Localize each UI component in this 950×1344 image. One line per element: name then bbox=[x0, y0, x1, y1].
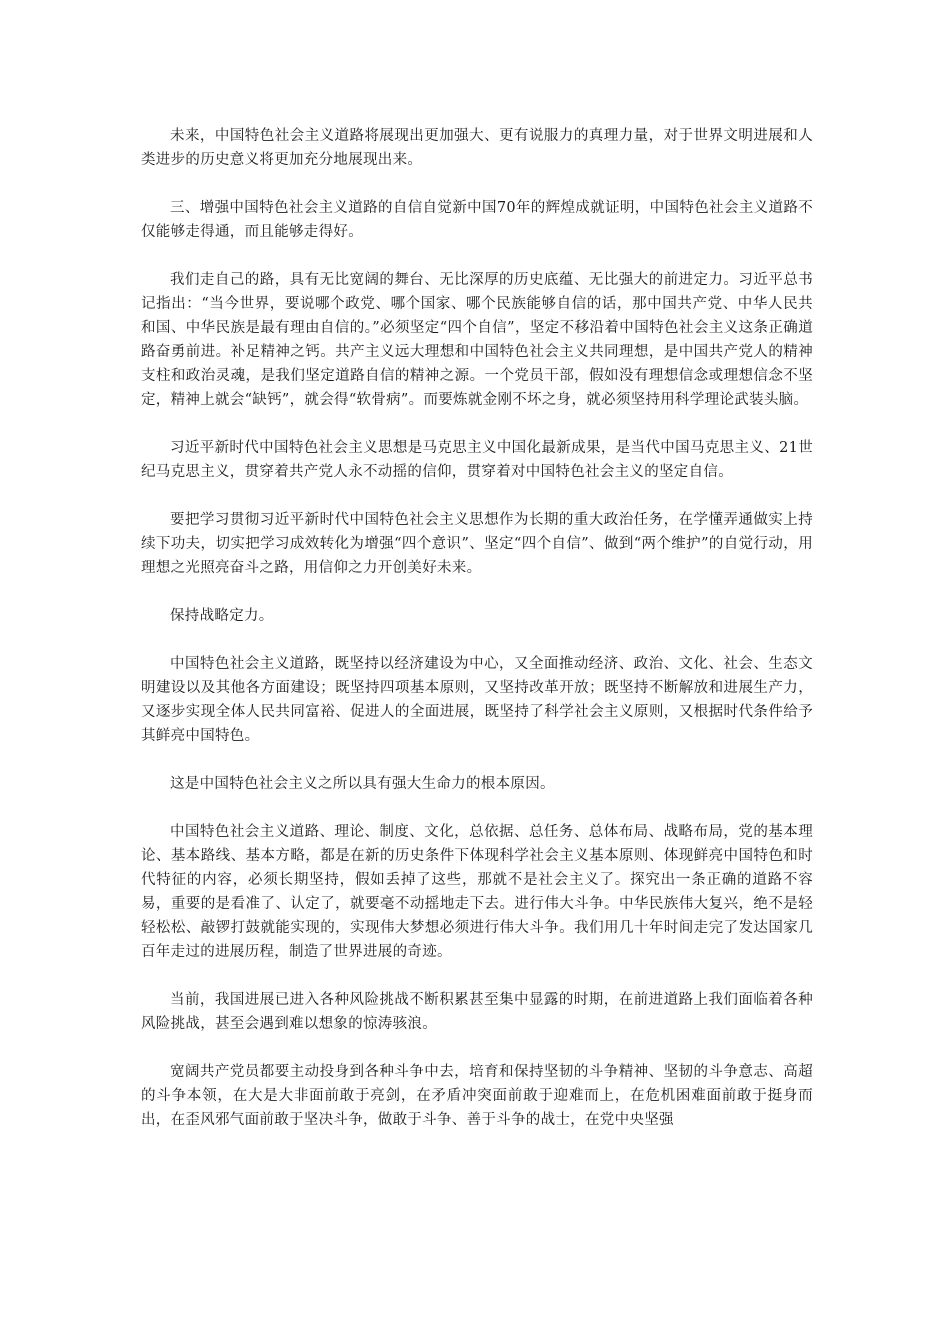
paragraph-11: 宽阔共产党员都要主动投身到各种斗争中去，培育和保持坚韧的斗争精神、坚韧的斗争意志、高超的斗争本领，在大是大非面前敢于亮剑，在矛盾冲突面前敢于迎难而上，在危机困难面前敢于挺身而出，在歪风邪气面前敢于坚决斗争，做敢于斗争、善于斗争的战士，在党中央坚强 bbox=[141, 1064, 813, 1128]
paragraph-5: 要把学习贯彻习近平新时代中国特色社会主义思想作为长期的重大政治任务，在学懂弄通做实上持续下功夫，切实把学习成效转化为增强“四个意识”、坚定“四个自信”、做到“两个维护”的自觉行动，用理想之光照亮奋斗之路，用信仰之力开创美好未来。 bbox=[141, 512, 813, 576]
paragraph-1: 未来，中国特色社会主义道路将展现出更加强大、更有说服力的真理力量，对于世界文明进展和人类进步的历史意义将更加充分地展现出来。 bbox=[141, 128, 813, 168]
paragraph-3: 我们走自己的路，具有无比宽阔的舞台、无比深厚的历史底蕴、无比强大的前进定力。习近平总书记指出：“当今世界，要说哪个政党、哪个国家、哪个民族能够自信的话，那中国共产党、中华人民共和国、中华民族是最有理由自信的。”必须坚定“四个自信”，坚定不移沿着中国特色社会主义这条正确道路奋勇前进。补足精神之钙。共产主义远大理想和中国特色社会主义共同理想，是中国共产党人的精神支柱和政治灵魂，是我们坚定道路自信的精神之源。一个党员干部，假如没有理想信念或理想信念不坚定，精神上就会“缺钙”，就会得“软骨病”。而要炼就金刚不坏之身，就必须坚持用科学理论武装头脑。 bbox=[141, 272, 813, 408]
paragraph-8: 这是中国特色社会主义之所以具有强大生命力的根本原因。 bbox=[170, 776, 555, 792]
paragraph-9: 中国特色社会主义道路、理论、制度、文化，总依据、总任务、总体布局、战略布局，党的基本理论、基本路线、基本方略，都是在新的历史条件下体现科学社会主义基本原则、体现鲜亮中国特色和时代特征的内容，必须长期坚持，假如丢掉了这些，那就不是社会主义了。探究出一条正确的道路不容易，重要的是看准了、认定了，就要毫不动摇地走下去。进行伟大斗争。中华民族伟大复兴，绝不是轻轻松松、敲锣打鼓就能实现的，实现伟大梦想必须进行伟大斗争。我们用几十年时间走完了发达国家几百年走过的进展历程，制造了世界进展的奇迹。 bbox=[141, 824, 813, 960]
paragraph-7: 中国特色社会主义道路，既坚持以经济建设为中心，又全面推动经济、政治、文化、社会、生态文明建设以及其他各方面建设；既坚持四项基本原则，又坚持改革开放；既坚持不断解放和进展生产力，又逐步实现全体人民共同富裕、促进人的全面进展，既坚持了科学社会主义原则，又根据时代条件给予其鲜亮中国特色。 bbox=[141, 656, 813, 744]
paragraph-2: 三、增强中国特色社会主义道路的自信自觉新中国70年的辉煌成就证明，中国特色社会主义道路不仅能够走得通，而且能够走得好。 bbox=[141, 200, 813, 240]
paragraph-4: 习近平新时代中国特色社会主义思想是马克思主义中国化最新成果，是当代中国马克思主义、21世纪马克思主义，贯穿着共产党人永不动摇的信仰，贯穿着对中国特色社会主义的坚定自信。 bbox=[141, 440, 813, 480]
paragraph-10: 当前，我国进展已进入各种风险挑战不断积累甚至集中显露的时期，在前进道路上我们面临着各种风险挑战，甚至会遇到难以想象的惊涛骇浪。 bbox=[141, 992, 813, 1032]
paragraph-6: 保持战略定力。 bbox=[170, 608, 274, 624]
document-body bbox=[141, 124, 813, 1156]
